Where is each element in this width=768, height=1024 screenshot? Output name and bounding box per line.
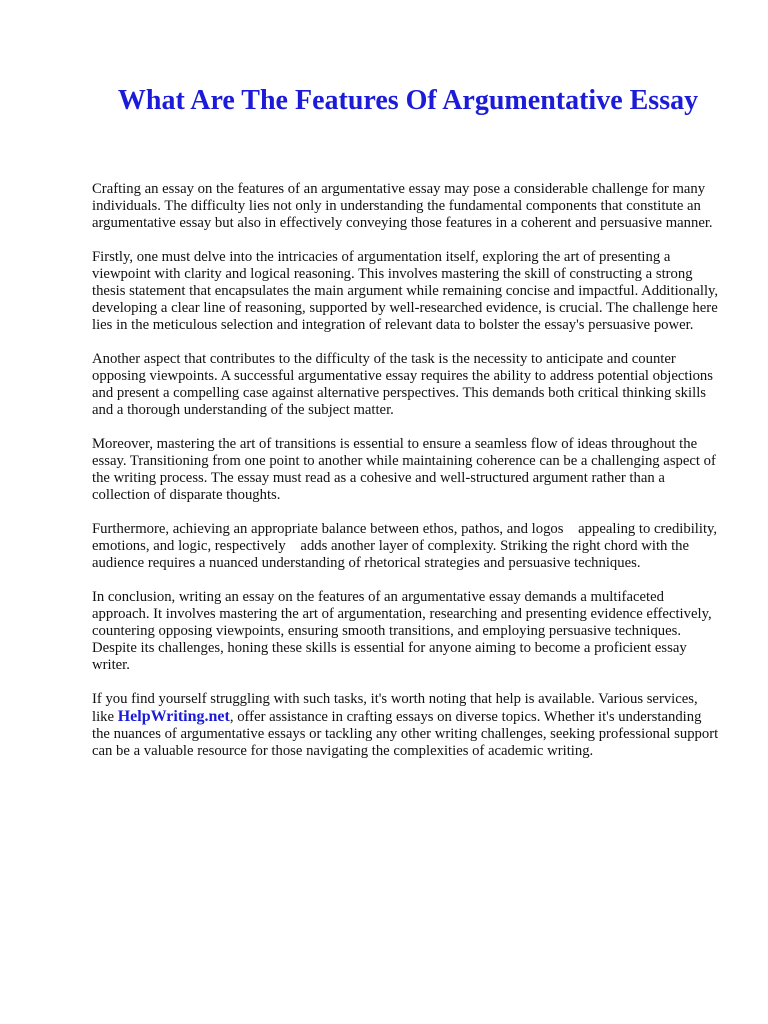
paragraph-conclusion: In conclusion, writing an essay on the features of an argumentative essay demands a multifaceted approach. It involves mastering the art of argumentation, researching and presenting evidence effectively, countering opposing viewpoints, ensuring smooth transitions, and employing persuasive techniques. Despite its challenges, honing these skills is essential for anyone aiming to become a proficient essay writer.: [92, 589, 716, 673]
paragraph-transitions: Moreover, mastering the art of transitions is essential to ensure a seamless flow of ideas throughout the essay. Transitioning from one point to another while maintaining coherence can be a challenging aspect of the writing process. The essay must read as a cohesive and well-structured argument rather than a collection of disparate thoughts.: [92, 436, 720, 503]
paragraph-argumentation: Firstly, one must delve into the intricacies of argumentation itself, exploring the art of presenting a viewpoint with clarity and logical reasoning. This involves mastering the skill of constructing a strong thesis statement that encapsulates the main argument while remaining concise and impactful. Additionally, developing a clear line of reasoning, supported by well-researched evidence, is crucial. The challenge here lies in the meticulous selection and integration of relevant data to bolster the essay's persuasive power.: [92, 249, 722, 333]
paragraph-counterarguments: Another aspect that contributes to the difficulty of the task is the necessity to anticipate and counter opposing viewpoints. A successful argumentative essay requires the ability to address potential objections and present a compelling case against alternative perspectives. This demands both critical thinking skills and a thorough understanding of the subject matter.: [92, 351, 717, 418]
help-text-before-link: If you find yourself struggling with such tasks, it's worth noting that help is available. Various services, like: [92, 691, 698, 725]
paragraph-help: [92, 691, 722, 760]
paragraph-rhetoric: Furthermore, achieving an appropriate balance between ethos, pathos, and logos appealing to credibility, emotions, and logic, respectively adds another layer of complexity. Striking the right chord with the audience requires a nuanced understanding of rhetorical strategies and persuasive techniques.: [92, 521, 721, 571]
document-body: [92, 181, 722, 777]
help-text-after-link: , offer assistance in crafting essays on diverse topics. Whether it's understanding the nuances of argumentative essays or tackling any other writing challenges, seeking professional support can be a valuable resource for those navigating the complexities of academic writing.: [92, 709, 719, 759]
document-title: What Are The Features Of Argumentative Essay: [117, 85, 699, 116]
paragraph-intro: Crafting an essay on the features of an argumentative essay may pose a considerable challenge for many individuals. The difficulty lies not only in understanding the fundamental components that constitute an argumentative essay but also in effectively conveying those features in a coherent and persuasive manner.: [92, 181, 713, 231]
helpwriting-link[interactable]: HelpWriting.net: [117, 708, 230, 725]
